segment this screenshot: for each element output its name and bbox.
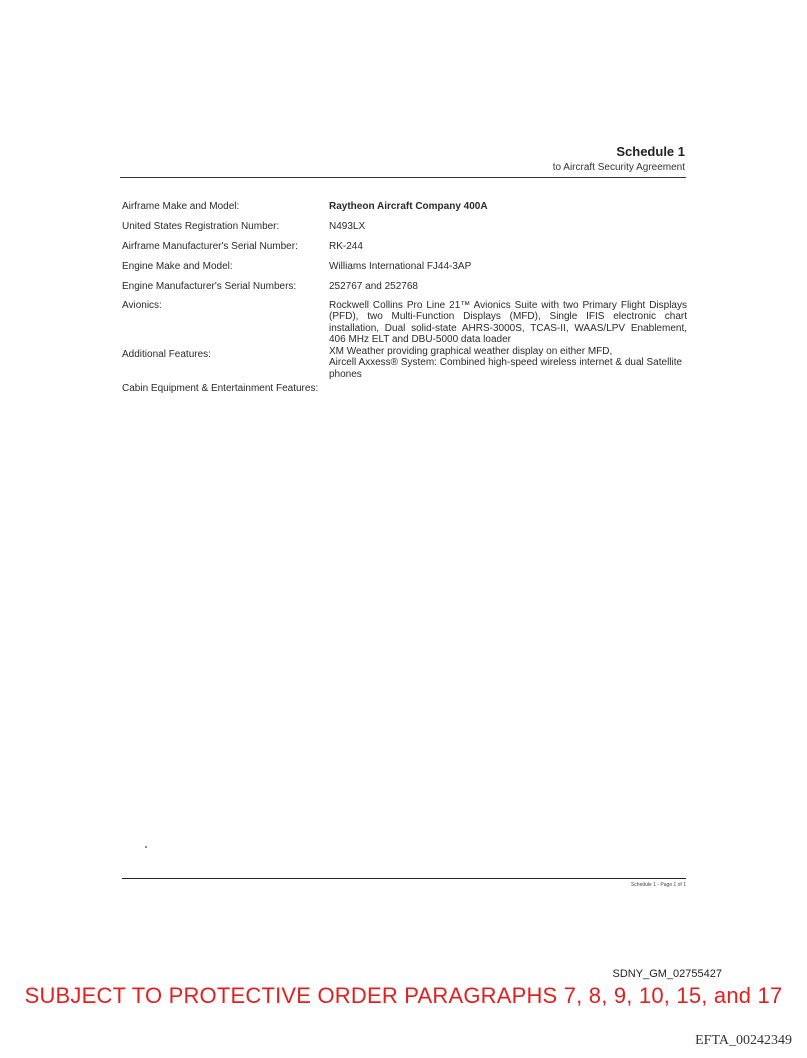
additional-features-line-2: Aircell Axxess® System: Combined high-speed wireless internet & dual Satellite phones <box>329 357 683 380</box>
header-divider <box>120 177 686 178</box>
label-cabin-equipment: Cabin Equipment & Entertainment Features: <box>122 383 319 394</box>
label-additional-features: Additional Features: <box>122 349 211 360</box>
additional-features-line-1: XM Weather providing graphical weather display on either MFD, <box>329 346 613 357</box>
label-engine-make-model: Engine Make and Model: <box>122 261 233 272</box>
label-avionics: Avionics: <box>122 300 162 311</box>
label-airframe-serial-number: Airframe Manufacturer's Serial Number: <box>122 241 298 252</box>
label-airframe-make-model: Airframe Make and Model: <box>122 201 240 212</box>
protective-order-notice: SUBJECT TO PROTECTIVE ORDER PARAGRAPHS 7, 8, 9, 10, 15, and 17 <box>24 983 783 1008</box>
page-note: Schedule 1 - Page 1 of 1 <box>630 882 686 888</box>
value-additional-features <box>329 346 687 380</box>
label-engine-serial-numbers: Engine Manufacturer's Serial Numbers: <box>122 281 297 292</box>
label-registration-number: United States Registration Number: <box>122 221 280 232</box>
schedule-subtitle: to Aircraft Security Agreement <box>552 162 685 173</box>
value-airframe-make-model: Raytheon Aircraft Company 400A <box>329 201 488 212</box>
efta-number: EFTA_00242349 <box>695 1033 792 1048</box>
value-airframe-serial-number: RK-244 <box>329 241 363 252</box>
bates-number: SDNY_GM_02755427 <box>612 968 722 980</box>
value-registration-number: N493LX <box>329 221 366 232</box>
scan-speck <box>145 846 147 848</box>
schedule-title: Schedule 1 <box>616 144 685 159</box>
value-avionics: Rockwell Collins Pro Line 21™ Avionics Suite with two Primary Flight Displays (PFD), two Multi-Function Displays (MFD), Single IFIS electronic chart installation, Dual solid-state AHRS-3000S, TCAS-II, WAAS/LPV Enablement, 406 MHz ELT and DBU-5000 data loader <box>329 300 687 346</box>
footer-divider <box>122 878 686 879</box>
value-engine-serial-numbers: 252767 and 252768 <box>329 281 418 292</box>
value-engine-make-model: Williams International FJ44-3AP <box>329 261 472 272</box>
